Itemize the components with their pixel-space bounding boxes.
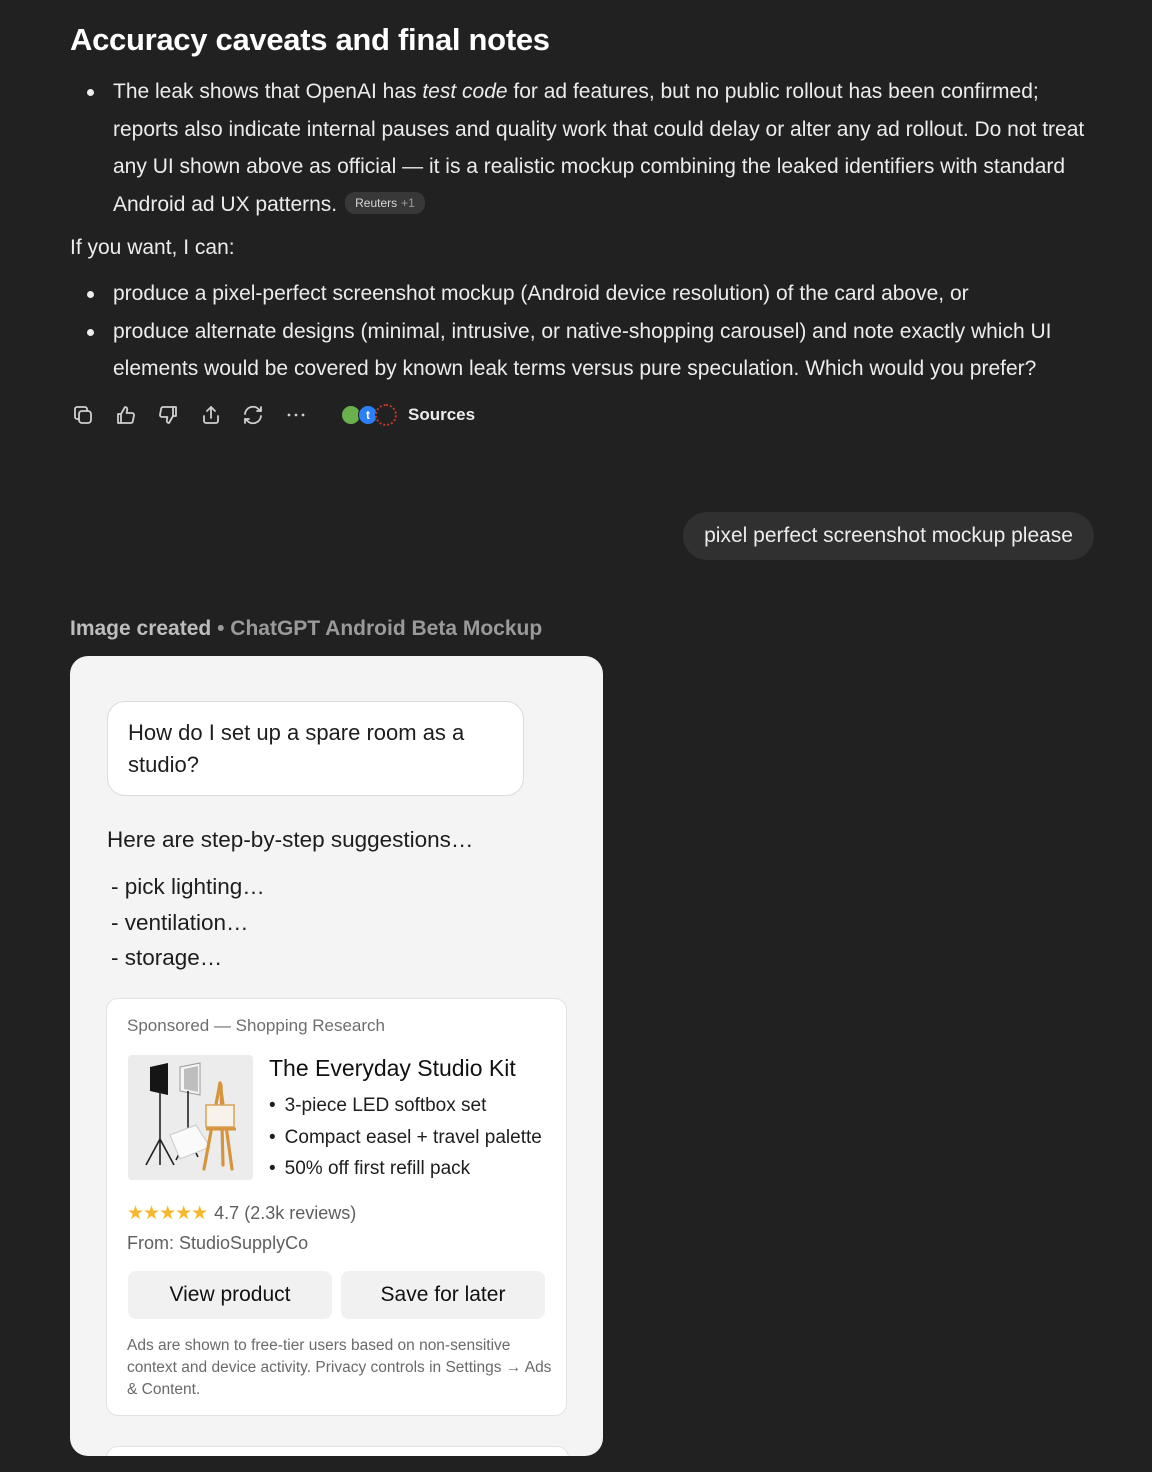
list-item: The leak shows that OpenAI has test code for ad features, but no public rollout has been confirmed; reports also indicate internal pauses and quality work that could delay or alter any ad rollout. Do not treat any UI shown above as official — it is a realistic mockup combining the leaked identifiers with standard Android ad UX patterns. Reuters +1 xyxy=(70,73,1100,223)
list-item: - storage… xyxy=(111,945,223,970)
caveat-list xyxy=(70,73,1100,223)
seller-name: From: StudioSupplyCo xyxy=(127,1233,309,1253)
mock-answer-intro: Here are step-by-step suggestions… xyxy=(107,827,474,852)
source-favicons[interactable] xyxy=(341,404,394,426)
rating-text: 4.7 (2.3k reviews) xyxy=(214,1203,357,1223)
list-item: • 3-piece LED softbox set xyxy=(269,1090,542,1122)
sponsored-ad-card xyxy=(106,998,567,1416)
share-icon[interactable] xyxy=(198,402,224,428)
source-favicon xyxy=(375,404,397,426)
list-item: • 50% off first refill pack xyxy=(269,1153,542,1185)
more-icon[interactable] xyxy=(283,402,309,428)
ad-disclaimer: Ads are shown to free-tier users based on non-sensitive context and device activity. Privacy controls in Settings → Ads & Content. xyxy=(127,1337,552,1398)
list-item: • Compact easel + travel palette xyxy=(269,1122,542,1154)
product-features xyxy=(269,1090,542,1185)
save-for-later-button[interactable]: Save for later xyxy=(341,1271,545,1319)
list-item: produce a pixel-perfect screenshot mockup (Android device resolution) of the card above, or xyxy=(70,275,1100,313)
source-favicon: t xyxy=(358,405,378,425)
mock-answer-list xyxy=(111,869,265,976)
sources-button[interactable]: Sources xyxy=(408,405,476,424)
copy-icon[interactable] xyxy=(70,402,96,428)
sponsored-label: Sponsored — Shopping Research xyxy=(127,1016,385,1035)
regenerate-icon[interactable] xyxy=(240,402,266,428)
thumbs-up-icon[interactable] xyxy=(113,402,139,428)
product-rating xyxy=(127,1202,356,1225)
thumbs-down-icon[interactable] xyxy=(155,402,181,428)
list-item: produce alternate designs (minimal, intrusive, or native-shopping carousel) and note exactly which UI elements would be covered by known leak terms versus pure speculation. Which would you prefer? xyxy=(70,313,1100,388)
star-rating-icon: ★★★★★ xyxy=(127,1203,208,1224)
offer-intro: If you want, I can: xyxy=(70,236,235,259)
mock-next-card xyxy=(106,1446,569,1456)
source-citation-pill[interactable]: Reuters +1 xyxy=(345,192,425,214)
message-action-bar xyxy=(70,400,475,430)
mock-user-question: How do I set up a spare room as a studio? xyxy=(107,701,524,796)
view-product-button[interactable]: View product xyxy=(128,1271,332,1319)
list-item: - ventilation… xyxy=(111,909,249,935)
user-message-bubble: pixel perfect screenshot mockup please xyxy=(683,512,1094,560)
image-caption: Image created • ChatGPT Android Beta Mockup xyxy=(70,617,543,640)
product-title: The Everyday Studio Kit xyxy=(269,1055,516,1081)
list-item: - pick lighting… xyxy=(111,874,265,899)
emphasis-text: test code xyxy=(422,80,508,103)
generated-image-mockup[interactable] xyxy=(70,656,603,1456)
offer-list xyxy=(70,275,1100,388)
section-heading: Accuracy caveats and final notes xyxy=(70,22,550,57)
product-image xyxy=(128,1055,253,1180)
